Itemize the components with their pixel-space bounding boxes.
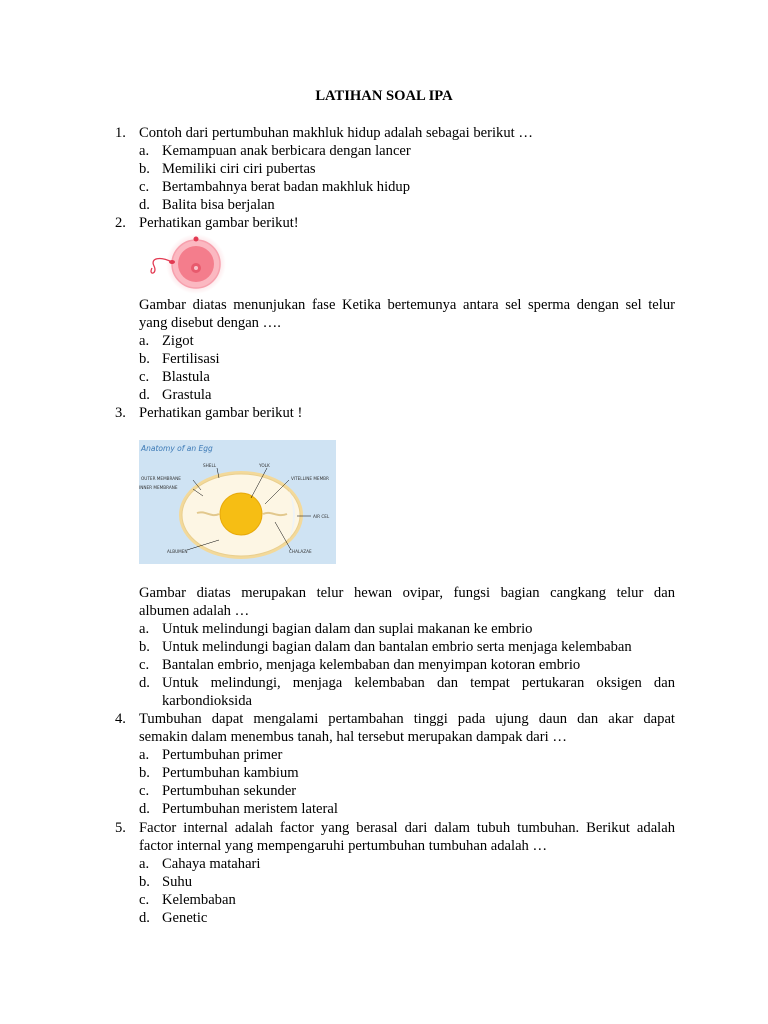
inner-membrane-label: INNER MEMBRANE xyxy=(139,485,178,490)
option-text: Untuk melindungi bagian dalam dan suplai makanan ke embrio xyxy=(162,621,533,637)
outer-membrane-label: OUTER MEMBRANE xyxy=(141,476,181,481)
option-letter: b. xyxy=(139,351,150,367)
question-text: yang disebut dengan …. xyxy=(139,315,281,331)
option-letter: c. xyxy=(139,369,150,385)
option-text: Memiliki ciri ciri pubertas xyxy=(162,161,316,177)
option-text: Kelembaban xyxy=(162,892,236,908)
option-letter: a. xyxy=(139,747,150,763)
egg-diagram-title: Anatomy of an Egg xyxy=(141,444,213,453)
option-letter: b. xyxy=(139,765,150,781)
option-text: Grastula xyxy=(162,387,212,403)
option-text: Zigot xyxy=(162,333,194,349)
question-number: 1. xyxy=(115,125,126,141)
albumen-label: ALBUMEN xyxy=(167,549,188,554)
question-text: factor internal yang mempengaruhi pertumbuhan tumbuhan adalah … xyxy=(139,838,548,854)
question-text: semakin dalam menembus tanah, hal tersebut merupakan dampak dari … xyxy=(139,729,567,745)
egg-anatomy-image xyxy=(139,440,336,564)
option-letter: a. xyxy=(139,143,150,159)
option-letter: a. xyxy=(139,333,150,349)
option-text: Bertambahnya berat badan makhluk hidup xyxy=(162,179,411,195)
option-letter: c. xyxy=(139,657,150,673)
option-letter: d. xyxy=(139,910,150,926)
shell-label: SHELL xyxy=(203,463,217,468)
question-text: Perhatikan gambar berikut! xyxy=(139,215,299,231)
question-text: albumen adalah … xyxy=(139,603,250,619)
option-letter: a. xyxy=(139,621,150,637)
question-number: 2. xyxy=(115,215,126,231)
vitelline-membrane-label: VITELLINE MEMBR xyxy=(291,476,329,481)
option-letter: d. xyxy=(139,387,150,403)
yolk-label: YOLK xyxy=(259,463,270,468)
option-text: Bantalan embrio, menjaga kelembaban dan menyimpan kotoran embrio xyxy=(162,657,581,673)
option-text: Cahaya matahari xyxy=(162,856,261,872)
option-text: Untuk melindungi bagian dalam dan bantalan embrio serta menjaga kelembaban xyxy=(162,639,632,655)
option-letter: b. xyxy=(139,639,150,655)
question-text: Gambar diatas menunjukan fase Ketika bertemunya antara sel sperma dengan sel telur xyxy=(139,297,675,313)
question-number: 5. xyxy=(115,820,126,836)
option-letter: c. xyxy=(139,783,150,799)
option-text: Genetic xyxy=(162,910,208,926)
option-text: Kemampuan anak berbicara dengan lancer xyxy=(162,143,411,159)
option-letter: b. xyxy=(139,874,150,890)
air-cell-label: AIR CEL xyxy=(313,514,330,519)
fertilization-image xyxy=(146,232,228,294)
option-text: Blastula xyxy=(162,369,210,385)
option-text: Pertumbuhan meristem lateral xyxy=(162,801,338,817)
question-number: 3. xyxy=(115,405,126,421)
option-letter: d. xyxy=(139,197,150,213)
option-letter: d. xyxy=(139,675,150,691)
page-title: LATIHAN SOAL IPA xyxy=(315,88,453,104)
option-letter: c. xyxy=(139,892,150,908)
option-letter: c. xyxy=(139,179,150,195)
option-text: Fertilisasi xyxy=(162,351,220,367)
chalazae-label: CHALAZAE xyxy=(289,549,312,554)
option-text: Pertumbuhan kambium xyxy=(162,765,299,781)
option-text: Pertumbuhan primer xyxy=(162,747,283,763)
question-number: 4. xyxy=(115,711,126,727)
question-text: Gambar diatas merupakan telur hewan ovipar, fungsi bagian cangkang telur dan xyxy=(139,585,675,601)
option-letter: b. xyxy=(139,161,150,177)
option-text: Untuk melindungi, menjaga kelembaban dan tempat pertukaran oksigen dan xyxy=(162,675,675,691)
option-text: Balita bisa berjalan xyxy=(162,197,275,213)
option-text: Pertumbuhan sekunder xyxy=(162,783,297,799)
option-text: Suhu xyxy=(162,874,193,890)
option-text: karbondioksida xyxy=(162,693,252,709)
question-text: Factor internal adalah factor yang berasal dari dalam tubuh tumbuhan. Berikut adalah xyxy=(139,820,675,836)
option-letter: a. xyxy=(139,856,150,872)
question-text: Contoh dari pertumbuhan makhluk hidup adalah sebagai berikut … xyxy=(139,125,533,141)
question-text: Tumbuhan dapat mengalami pertambahan tinggi pada ujung daun dan akar dapat xyxy=(139,711,675,727)
question-text: Perhatikan gambar berikut ! xyxy=(139,405,303,421)
option-letter: d. xyxy=(139,801,150,817)
